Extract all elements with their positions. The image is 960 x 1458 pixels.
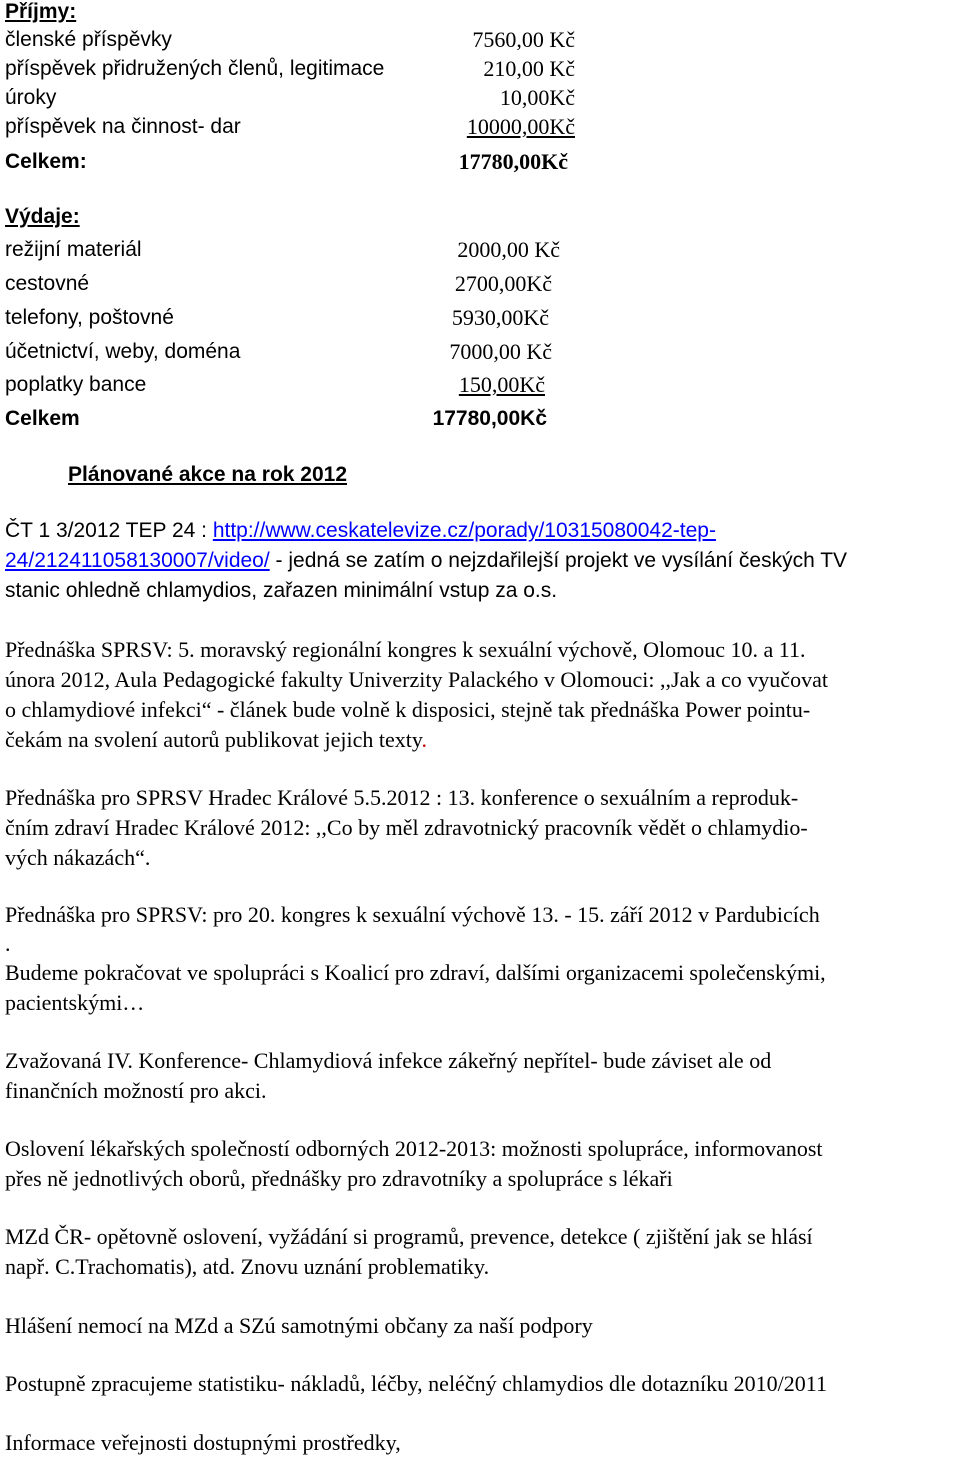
text-line: přes ně jednotlivých oborů, přednášky pro zdravotníky a spolupráce s lékaři [5,1166,673,1191]
text-line: Budeme pokračovat ve spolupráci s Koalicí pro zdraví, dalšími organizacemi společenskými, [5,960,826,985]
reporting-paragraph [5,1311,957,1341]
text-line: čním zdraví Hradec Králové 2012: ,,Co by měl zdravotnický pracovník vědět o chlamydio- [5,815,808,840]
lecture-olomouc-paragraph [5,635,957,755]
conference-paragraph [5,1046,957,1106]
expense-item-label: režijní materiál [5,238,142,261]
expense-item-amount: 2700,00Kč [454,271,552,296]
text-line: o chlamydiové infekci“ - článek bude volně k disposici, stejně tak přednáška Power pointu- [5,697,811,722]
expense-item-label: poplatky bance [5,373,147,396]
income-item-amount: 210,00 Kč [483,56,575,81]
expense-item-label: cestovné [5,272,90,295]
lecture-hradec-paragraph [5,783,957,873]
ct-paragraph [5,516,957,606]
ministry-paragraph [5,1222,957,1282]
text-line: MZd ČR- opětovně oslovení, vyžádání si programů, prevence, detekce ( zjištění jak se hlásí [5,1224,813,1249]
expense-item-label: účetnictví, weby, doména [5,340,241,363]
expense-item-amount: 150,00Kč [458,372,545,397]
text-line: Přednáška pro SPRSV Hradec Králové 5.5.2012 : 13. konference o sexuálním a reproduk- [5,785,799,810]
income-item-label: příspěvek přidružených členů, legitimace [5,57,385,80]
income-item-amount: 7560,00 Kč [472,27,575,52]
planned-heading: Plánované akce na rok 2012 [68,463,347,486]
expense-item-amount: 2000,00 Kč [457,237,560,262]
text-line: finančních možností pro akci. [5,1078,267,1103]
ct-description: - jedná se zatím o nejzdařilejší projekt ve vysílání českých TV [269,549,848,572]
cooperation-paragraph [5,958,957,1018]
text-line: . [5,931,11,956]
public-info-paragraph [5,1428,957,1458]
text-line: pacientskými… [5,990,145,1015]
expense-item-amount: 7000,00 Kč [449,339,552,364]
text-line: Hlášení nemocí na MZd a SZú samotnými občany za naší podpory [5,1313,593,1338]
text-line: Oslovení lékařských společností odborných 2012-2013: možnosti spolupráce, informovanost [5,1136,823,1161]
text-line: Informace veřejnosti dostupnými prostředky, [5,1430,401,1455]
statistics-paragraph [5,1369,957,1399]
income-item-label: příspěvek na činnost- dar [5,115,241,138]
income-item-amount: 10000,00Kč [466,114,575,139]
text-line: Přednáška pro SPRSV: pro 20. kongres k sexuální výchově 13. - 15. září 2012 v Pardubicích [5,902,820,927]
income-heading: Příjmy: [5,0,77,23]
ct-link[interactable]: http://www.ceskatelevize.cz/porady/10315080042-tep- [212,519,716,542]
ct-prefix: ČT 1 3/2012 TEP 24 : [5,519,213,542]
text-line: např. C.Trachomatis), atd. Znovu uznání problematiky. [5,1254,490,1279]
income-total-label: Celkem: [5,150,87,173]
text-line: čekám na svolení autorů publikovat jejich texty [5,727,422,752]
text-line: února 2012, Aula Pedagogické fakulty Univerzity Palackého v Olomouci: ,,Jak a co vyučovat [5,667,828,692]
income-item-label: úroky [5,86,57,109]
income-total-amount: 17780,00Kč [458,149,568,174]
expenses-total-amount: 17780,00Kč [432,407,547,430]
societies-paragraph [5,1134,957,1194]
ct-link-continued[interactable]: 24/212411058130007/video/ [5,549,270,572]
income-item-amount: 10,00Kč [499,85,575,110]
expenses-heading: Výdaje: [5,205,80,228]
ct-description-continued: stanic ohledně chlamydios, zařazen minimální vstup za o.s. [5,579,558,602]
text-line: Postupně zpracujeme statistiku- nákladů, léčby, neléčný chlamydios dle dotazníku 2010/2011 [5,1371,827,1396]
text-line: Zvažovaná IV. Konference- Chlamydiová infekce zákeřný nepřítel- bude záviset ale od [5,1048,772,1073]
expense-item-amount: 5930,00Kč [451,305,549,330]
text-line: vých nákazách“. [5,845,151,870]
income-item-label: členské příspěvky [5,28,172,51]
expenses-total-label: Celkem [5,407,80,430]
text-line: Přednáška SPRSV: 5. moravský regionální kongres k sexuální výchově, Olomouc 10. a 11. [5,637,806,662]
expense-item-label: telefony, poštovné [5,306,174,329]
lecture-pardubice-paragraph [5,900,957,958]
red-period: . [421,727,427,752]
